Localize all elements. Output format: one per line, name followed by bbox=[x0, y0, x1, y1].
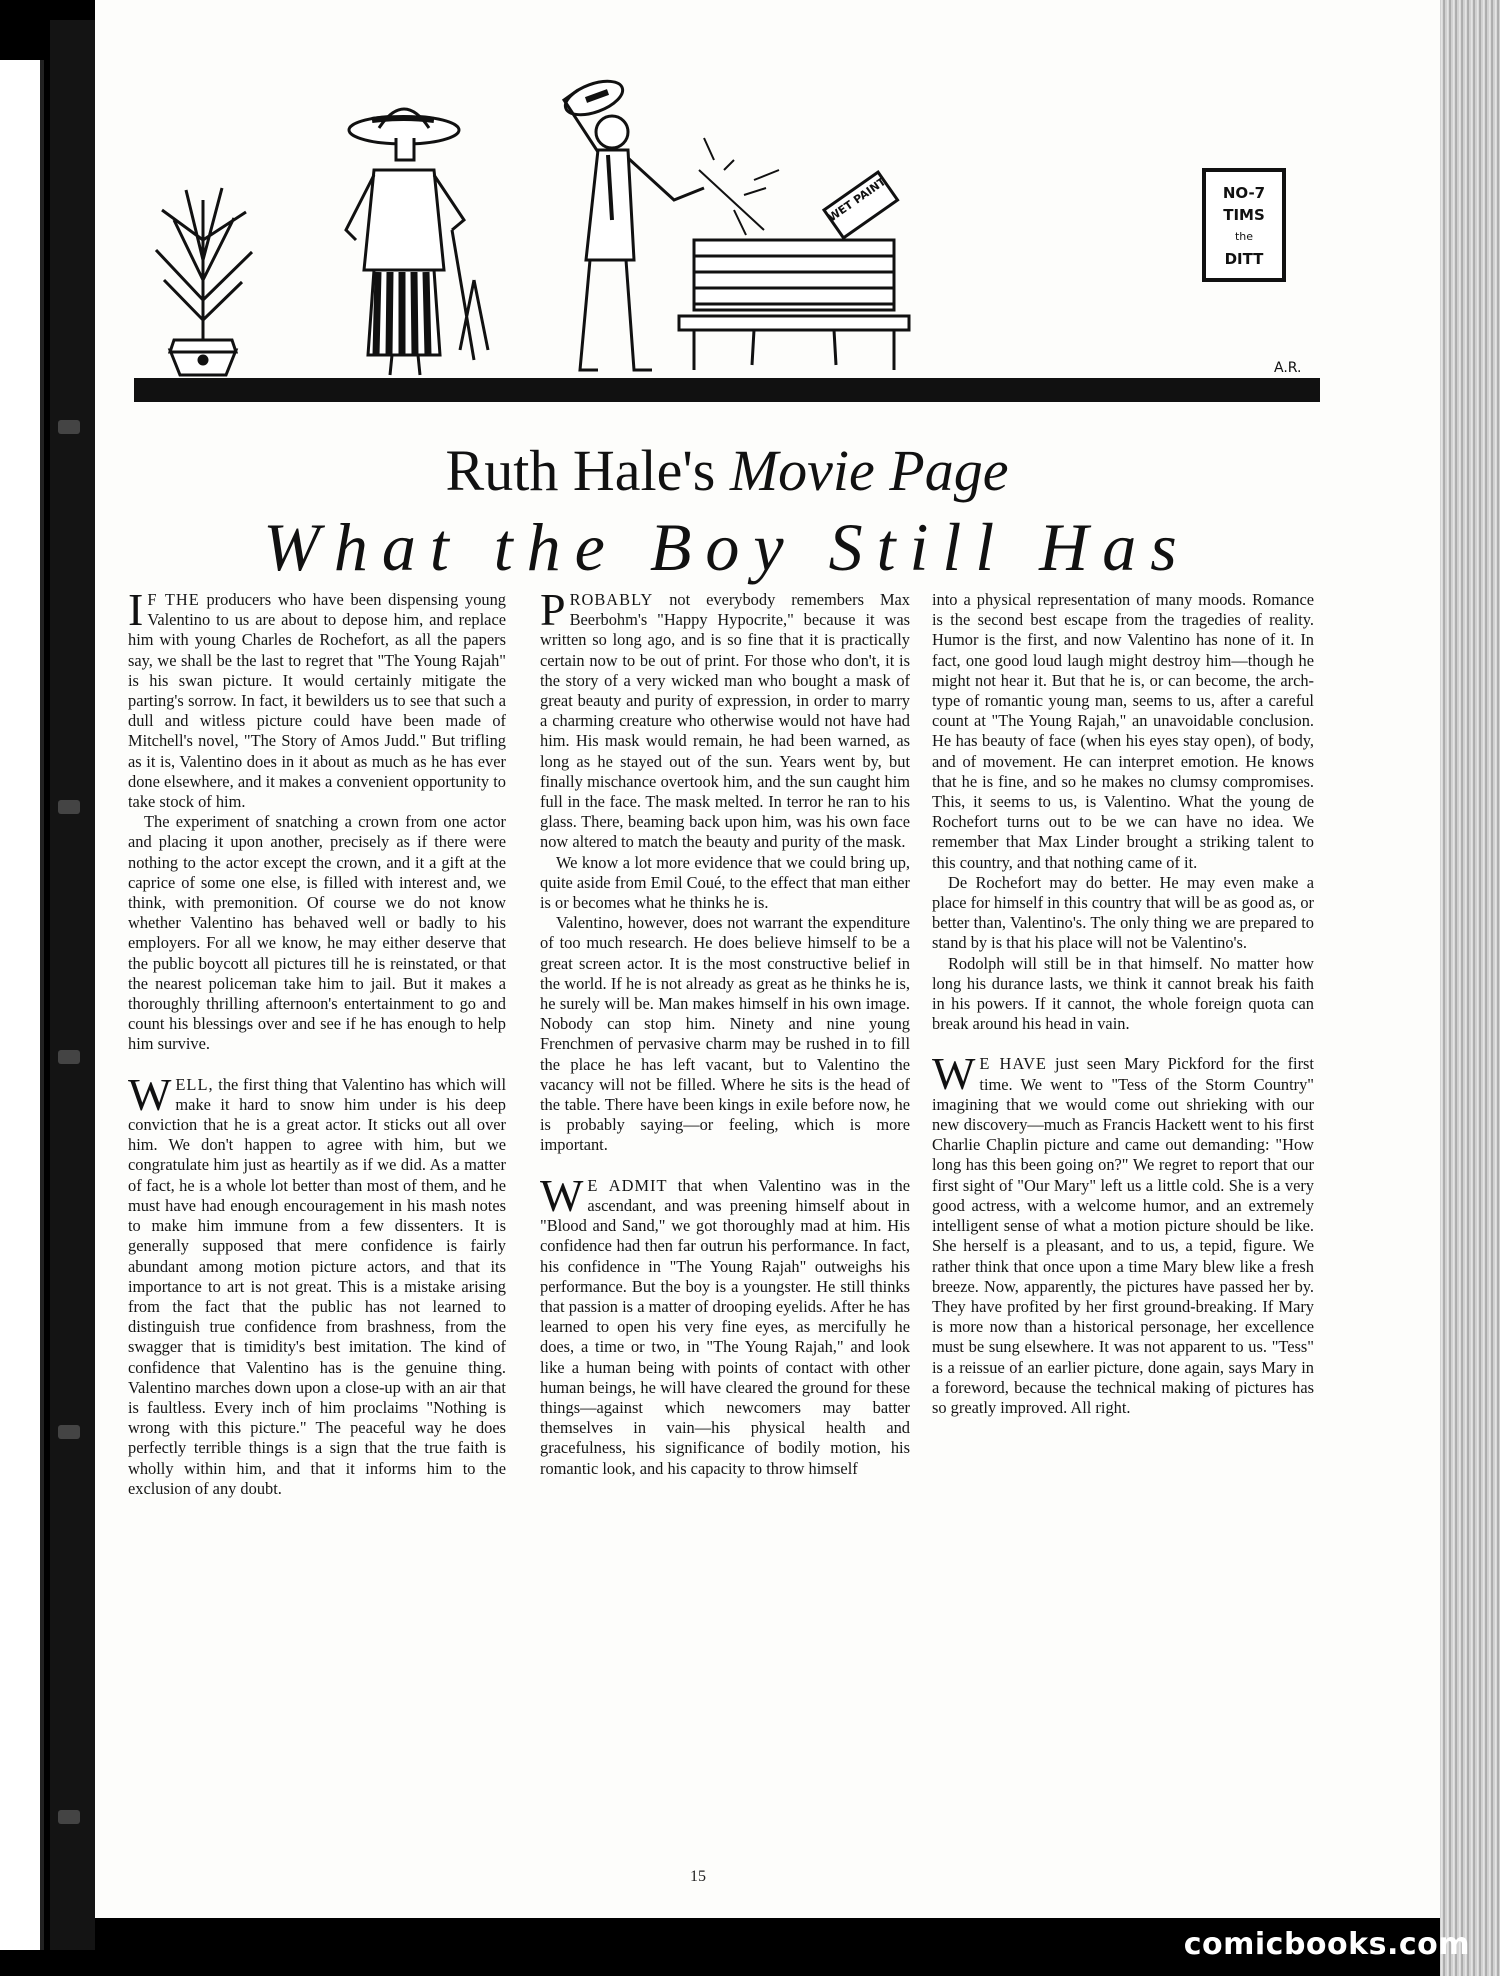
paragraph bbox=[932, 1048, 1314, 1418]
section-title-author: Ruth Hale's bbox=[445, 438, 730, 503]
column-1 bbox=[128, 584, 506, 1499]
wall-sign-line4: DITT bbox=[1224, 250, 1264, 268]
paragraph: We know a lot more evidence that we could bring up, quite aside from Emil Coué, to the effect that man either is or becomes what he thinks he is. bbox=[540, 852, 910, 913]
paragraph: De Rochefort may do better. He may even make a place for himself in this country that will be as good as, or better than, Valentino's. The only thing we are prepared to stand by is that his place will not be Valentino's. bbox=[932, 872, 1314, 953]
woman-figure-drawing bbox=[346, 109, 488, 375]
paragraph-text: not everybody remembers Max Beerbohm's "Happy Hypocrite," because it was written so long ago, and is so fine that it is practically certain now to be out of print. For those who don't, it is the story of a very wicked man who bought a mask of great beauty and purity of expression, in order to marry a charming creature who otherwise would not have had him. His mask would remain, he had been warned, as long as he stayed out of the sun. Years went by, but finally mischance overtook him, and the sun caught him full in the face. The mask melted. In terror he ran to his glass. There, beaming back upon him, was his own face now altered to match the beauty and purity of the mask. bbox=[540, 590, 910, 852]
section-title-italic: Movie Page bbox=[729, 438, 1009, 503]
paragraph-text: producers who have been dispensing young Valentino to us are about to depose him, and replace him with young Charles de Rochefort, as all the papers say, we shall be the last to regret that "The Young Rajah" is his swan picture. It would certainly mitigate the parting's sorrow. In fact, it bewilders us to see that such a dull and witless picture could have been made of Mitchell's novel, "The Story of Amos Judd." But trifling as it is, Valentino does in it about as much as he has ever done elsewhere, and it makes a convenient opportunity to take stock of him. bbox=[128, 590, 506, 812]
column-3 bbox=[932, 590, 1314, 1418]
facing-page-edge bbox=[0, 60, 44, 1950]
drop-cap: W bbox=[540, 1169, 584, 1221]
section-title bbox=[134, 436, 1320, 506]
lead-in: F THE bbox=[147, 590, 200, 609]
paragraph-text: just seen Mary Pickford for the first time. We went to "Tess of the Storm Country" imagining that we would come out shrieking with our new discovery—much as Francis Hackett went to his first Charlie Chaplin picture and came out demanding: "How long has this been going on?" We regret to report that our first sight of "Our Mary" left us a little cold. She is a very good actress, with a welcome humor, and an extremely intelligent sense of what a motion picture should be like. She herself is a pleasant, and to us, a tepid, figure. We rather think that once upon a time Mary blew like a fresh breeze. Now, apparently, the pictures have passed her by. They have profited by her first ground-breaking. If Mary is more now than a historical personage, her excellence must be sung elsewhere. It was not apparent to us. "Tess" is a reissue of an earlier picture, done again, says Mary in a foreword, because the technical making of pictures has so greatly improved. All right. bbox=[932, 1054, 1314, 1417]
page-stack-edge bbox=[1440, 0, 1500, 1976]
artist-signature: A.R. bbox=[1274, 360, 1302, 376]
wall-sign-line2: TIMS bbox=[1223, 206, 1265, 224]
book-binding bbox=[50, 20, 95, 1950]
lead-in: ROBABLY bbox=[569, 590, 654, 609]
lead-in: E ADMIT bbox=[587, 1175, 668, 1195]
potted-plant-drawing bbox=[156, 188, 252, 375]
drop-cap: I bbox=[128, 584, 144, 635]
paragraph-text: the first thing that Valentino has which will make it hard to snow him under is his deep conviction that he is a great actor. It sticks out all over him. We don't happen to agree with him, but we congratulate him just as heartily as if we did. As a matter of fact, he is a whole lot better than most of them, and he must have had enough encouragement in his mash notes to make him immune from a few dissenters. It is generally supposed that mere confidence is fairly abundant among motion picture actors, and that its importance to art is not great. This is a mistake arising from the fact that the public has not learned to distinguish true confidence from brashness, from the swagger that is timidity's best imitation. The kind of confidence that Valentino has is the genuine thing. Valentino marches down upon a close-up with an air that is faultless. Every inch of him proclaims "Nothing is wrong with this picture." The peaceful way he does perfectly terrible things is a sign that the true faith is wholly within him, and that it informs him to the exclusion of any doubt. bbox=[128, 1074, 506, 1498]
watermark: comicbooks.com bbox=[1183, 1927, 1470, 1962]
page-number: 15 bbox=[690, 1868, 706, 1885]
drop-cap: P bbox=[540, 584, 566, 635]
paragraph bbox=[128, 1068, 506, 1499]
wall-sign bbox=[1204, 170, 1284, 280]
wet-paint-sign bbox=[823, 171, 898, 238]
binding-stitch bbox=[58, 800, 80, 814]
paragraph: into a physical representation of many moods. Romance is the second best escape from the tragedies of reality. Humor is the first, and now Valentino has none of it. In fact, one good loud laugh might destroy him—though he might not hear it. But that he is, or can become, the arch-type of romantic young man, seems to us, after a careful count at "The Young Rajah," an unavoidable conclusion. He has beauty of face (when his eyes stay open), of body, and of movement. He can interpret emotion. He knows that he is fine, and so he makes no clumsy compromises. This, it seems to us, is Valentino. What the young de Rochefort turns out to be we can have no idea. We remember that Max Linder brought a striking talent to this country, and that nothing came of it. bbox=[932, 590, 1314, 872]
binding-stitch bbox=[58, 1810, 80, 1824]
paragraph-text: that when Valentino was in the ascendant, and was preening himself about in "Blood and Sand," we got thoroughly mad at him. His confidence had then far outrun his performance. In fact, his confidence in "The Young Rajah" outweighs his performance. But the boy is a youngster. He still thinks that passion is a matter of drooping eyelids. After he has learned to open his very fine eyes, as mercifully he does, a time or two, in "The Young Rajah," and look like a human being with points of contact with other human beings, he will have cleared the ground for these things—against which newcomers may batter themselves in vain—his physical health and gracefulness, his significance of bodily motion, his romantic look, and his capacity to throw himself bbox=[540, 1175, 910, 1478]
column-2 bbox=[540, 584, 910, 1479]
title-block bbox=[134, 430, 1320, 594]
paragraph: Valentino, however, does not warrant the expenditure of too much research. He does believe himself to be a great screen actor. It is the most constructive belief in the world. If he is not already as great as he thinks he is, he surely will be. Man makes himself in his own image. Nobody can stop him. Ninety and nine young Frenchmen of pervasive charm may be rushed in to fill the place he has left vacant, but to Valentino the vacancy will not be filled. Where he sits is the head of the table. There have been kings in exile before now, he is probably saying—or feeling, which is more important. bbox=[540, 913, 910, 1155]
wall-sign-line3: the bbox=[1234, 230, 1254, 243]
binding-stitch bbox=[58, 1425, 80, 1439]
bench-drawing bbox=[679, 240, 909, 370]
wet-paint-text: WET PAINT bbox=[825, 175, 889, 225]
drop-cap: W bbox=[932, 1048, 976, 1100]
paragraph bbox=[540, 1169, 910, 1479]
paragraph bbox=[128, 584, 506, 812]
binding-stitch bbox=[58, 1050, 80, 1064]
paragraph: Rodolph will still be in that himself. No matter how long his durance lasts, we think it cannot break his faith in his powers. If it cannot, the whole foreign quota can break around his head in vain. bbox=[932, 953, 1314, 1034]
floor-band bbox=[134, 378, 1320, 402]
header-illustration bbox=[134, 20, 1320, 440]
drop-cap: W bbox=[128, 1068, 172, 1120]
lead-in: ELL, bbox=[175, 1074, 214, 1094]
wall-sign-line1: NO-7 bbox=[1222, 184, 1266, 202]
binding-stitch bbox=[58, 420, 80, 434]
lead-in: E HAVE bbox=[979, 1054, 1047, 1074]
article-headline: What the Boy Still Has bbox=[263, 509, 1191, 585]
paragraph: The experiment of snatching a crown from one actor and placing it upon another, precisely as if there were nothing to the actor except the crown, and it a gift at the caprice of some one else, is filled with interest and, we think, with premonition. Of course we do not know whether Valentino has behaved well or badly to his employers. For all we know, he may either deserve that the public boycott all pictures till he is reinstated, or that the nearest policeman take him to jail. But it makes a thoroughly thrilling afternoon's entertainment to go and count his blessings over and see if he has enough to help him survive. bbox=[128, 812, 506, 1054]
paragraph bbox=[540, 584, 910, 853]
